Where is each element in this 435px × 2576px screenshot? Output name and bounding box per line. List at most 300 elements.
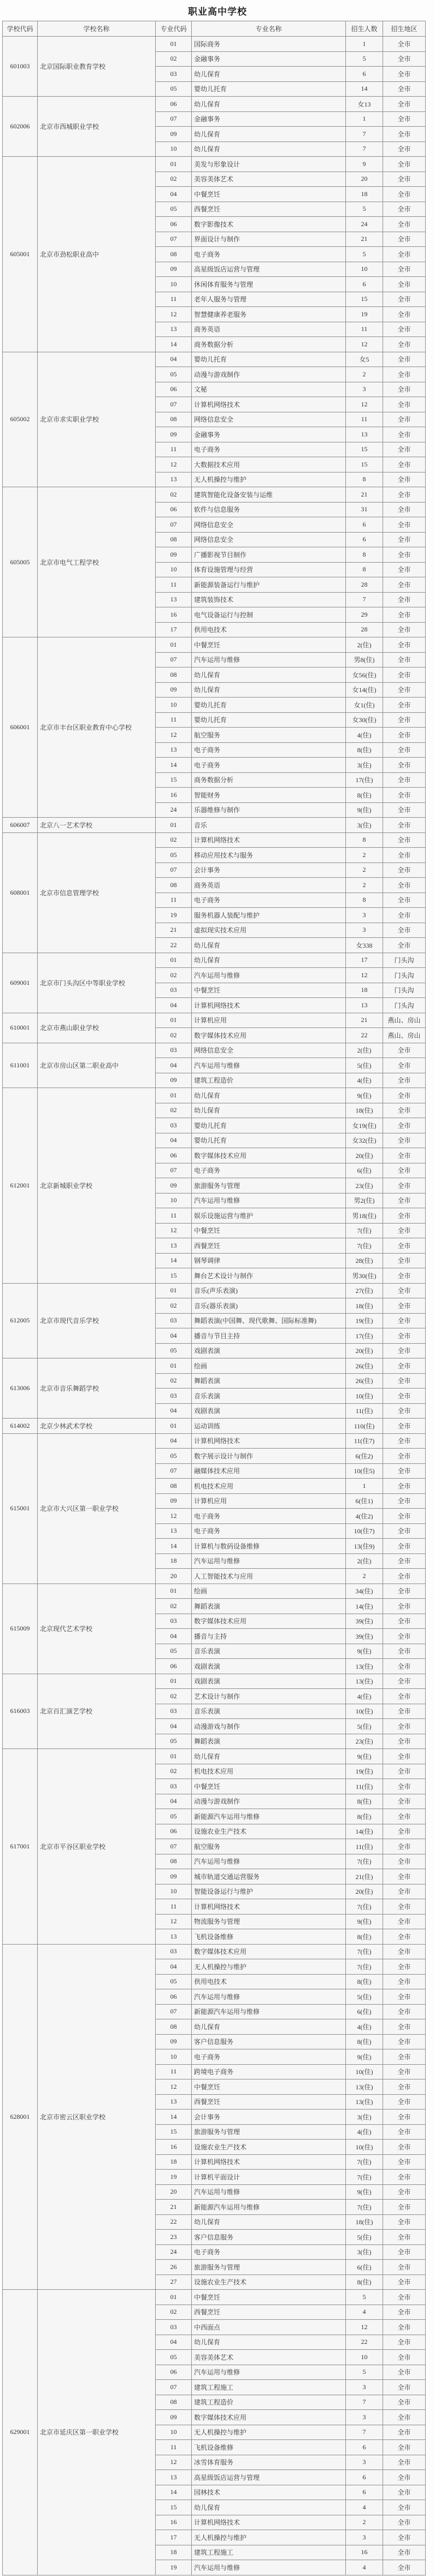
enroll-count-cell: 9(住) <box>346 1749 383 1764</box>
school-name-cell: 北京市电气工程学校 <box>38 487 156 637</box>
enroll-region-cell: 全市 <box>383 37 426 52</box>
major-code-cell: 02 <box>156 172 192 187</box>
enroll-count-cell: 9(住) <box>346 1914 383 1929</box>
school-code-cell: 612001 <box>3 1088 38 1284</box>
school-code-cell: 612005 <box>3 1283 38 1358</box>
major-name-cell: 幼儿保育 <box>192 953 346 968</box>
major-code-cell: 19 <box>156 2170 192 2185</box>
enroll-count-cell: 16 <box>346 2545 383 2560</box>
enroll-count-cell: 男2(住) <box>346 1193 383 1208</box>
enroll-region-cell: 全市 <box>383 2004 426 2019</box>
major-code-cell: 11 <box>156 292 192 307</box>
major-row <box>3 1749 426 1764</box>
major-name-cell: 西餐烹饪 <box>192 202 346 217</box>
major-name-cell: 艺术设计与制作 <box>192 1689 346 1704</box>
major-row <box>3 953 426 968</box>
enroll-region-cell: 全市 <box>383 2184 426 2200</box>
major-name-cell: 金融事务 <box>192 51 346 67</box>
major-code-cell: 05 <box>156 202 192 217</box>
major-row <box>3 832 426 848</box>
enroll-count-cell: 5 <box>346 247 383 262</box>
enroll-region-cell: 全市 <box>383 322 426 337</box>
enroll-count-cell: 26(住) <box>346 1373 383 1389</box>
enroll-count-cell: 5 <box>346 202 383 217</box>
enroll-count-cell: 39(住) <box>346 1629 383 1644</box>
major-code-cell: 06 <box>156 1989 192 2005</box>
major-name-cell: 播音与节目主持 <box>192 1328 346 1344</box>
enroll-region-cell: 全市 <box>383 938 426 953</box>
major-code-cell: 03 <box>156 1704 192 1719</box>
major-name-cell: 建筑工程施工 <box>192 2380 346 2395</box>
major-code-cell: 01 <box>156 37 192 52</box>
major-name-cell: 美容美体艺术 <box>192 2350 346 2365</box>
major-name-cell: 智能财务 <box>192 788 346 803</box>
major-name-cell: 娱乐设施运营与维护 <box>192 1208 346 1224</box>
enroll-count-cell: 14(住) <box>346 1599 383 1614</box>
major-code-cell: 01 <box>156 1674 192 1689</box>
school-code-cell: 606001 <box>3 637 38 818</box>
enroll-region-cell: 全市 <box>383 893 426 908</box>
enroll-region-cell: 全市 <box>383 1403 426 1419</box>
enroll-count-cell: 20(住) <box>346 1343 383 1358</box>
enroll-count-cell: 13(住) <box>346 2079 383 2095</box>
enroll-region-cell: 全市 <box>383 1824 426 1839</box>
enroll-region-cell: 全市 <box>383 157 426 172</box>
major-code-cell: 05 <box>156 1343 192 1358</box>
enroll-region-cell: 全市 <box>383 1809 426 1824</box>
major-name-cell: 老年人服务与管理 <box>192 292 346 307</box>
enroll-region-cell: 全市 <box>383 2410 426 2425</box>
major-row <box>3 1944 426 1959</box>
major-name-cell: 中西面点 <box>192 2320 346 2335</box>
major-code-cell: 13 <box>156 472 192 487</box>
major-row <box>3 97 426 112</box>
major-code-cell: 22 <box>156 938 192 953</box>
enroll-count-cell: 3 <box>346 2530 383 2545</box>
major-row <box>3 2290 426 2305</box>
enroll-count-cell: 7 <box>346 2395 383 2410</box>
school-name-cell: 北京市现代音乐学校 <box>38 1283 156 1358</box>
enroll-count-cell: 2 <box>346 367 383 382</box>
enroll-region-cell: 全市 <box>383 1043 426 1058</box>
enroll-count-cell: 7 <box>346 141 383 157</box>
major-name-cell: 幼儿保育 <box>192 127 346 142</box>
enroll-region-cell: 全市 <box>383 1869 426 1884</box>
enroll-region-cell: 全市 <box>383 1073 426 1088</box>
enroll-count-cell: 110(住) <box>346 1419 383 1434</box>
enroll-count-cell: 女56(住) <box>346 667 383 683</box>
major-row <box>3 1013 426 1028</box>
major-code-cell: 11 <box>156 1899 192 1915</box>
enroll-count-cell: 女5 <box>346 352 383 367</box>
enroll-count-cell: 4(住) <box>346 1689 383 1704</box>
major-code-cell: 09 <box>156 2034 192 2049</box>
major-name-cell: 美容美体艺术 <box>192 172 346 187</box>
enroll-region-cell: 全市 <box>383 1493 426 1509</box>
enroll-region-cell: 全市 <box>383 2049 426 2065</box>
enroll-count-cell: 男8(住) <box>346 652 383 667</box>
major-code-cell: 11 <box>156 2440 192 2455</box>
enroll-count-cell: 3 <box>346 2455 383 2470</box>
major-code-cell: 05 <box>156 367 192 382</box>
enroll-region-cell: 全市 <box>383 2365 426 2380</box>
enroll-count-cell: 5(住) <box>346 1719 383 1734</box>
major-name-cell: 旅游服务与管理 <box>192 1178 346 1194</box>
major-name-cell: 广播影视节目制作 <box>192 547 346 563</box>
major-code-cell: 13 <box>156 1523 192 1539</box>
enroll-count-cell: 6 <box>346 532 383 547</box>
major-name-cell: 计算机平面设计 <box>192 2170 346 2185</box>
major-code-cell: 10 <box>156 1884 192 1899</box>
major-code-cell: 09 <box>156 1073 192 1088</box>
major-name-cell: 舞蹈表演(中国舞、现代歌舞、国际标准舞) <box>192 1313 346 1328</box>
enroll-region-cell: 全市 <box>383 2170 426 2185</box>
major-row <box>3 157 426 172</box>
major-code-cell: 07 <box>156 2004 192 2019</box>
enroll-count-cell: 女1(住) <box>346 698 383 713</box>
enroll-count-cell: 2 <box>346 1569 383 1584</box>
enroll-region-cell: 全市 <box>383 2019 426 2035</box>
major-code-cell: 15 <box>156 772 192 788</box>
major-code-cell: 08 <box>156 532 192 547</box>
major-name-cell: 音乐(器乐表演) <box>192 1298 346 1314</box>
major-name-cell: 幼儿保育 <box>192 67 346 82</box>
enroll-region-cell: 全市 <box>383 1884 426 1899</box>
major-code-cell: 05 <box>156 1809 192 1824</box>
major-code-cell: 14 <box>156 758 192 773</box>
major-row <box>3 1674 426 1689</box>
major-name-cell: 幼儿保育 <box>192 141 346 157</box>
major-code-cell: 10 <box>156 141 192 157</box>
enroll-region-cell: 全市 <box>383 442 426 457</box>
enroll-count-cell: 7 <box>346 127 383 142</box>
major-name-cell: 无人机操控与维护 <box>192 2425 346 2440</box>
major-code-cell: 08 <box>156 1479 192 1494</box>
major-code-cell: 13 <box>156 2094 192 2110</box>
major-name-cell: 运动训练 <box>192 1419 346 1434</box>
major-name-cell: 动漫与游戏制作 <box>192 367 346 382</box>
major-code-cell: 09 <box>156 427 192 442</box>
enroll-count-cell: 5 <box>346 2290 383 2305</box>
enroll-region-cell: 全市 <box>383 2455 426 2470</box>
major-code-cell: 13 <box>156 1238 192 1254</box>
major-name-cell: 物流服务与管理 <box>192 1914 346 1929</box>
enroll-count-cell: 6(住2) <box>346 1449 383 1464</box>
major-code-cell: 12 <box>156 2455 192 2470</box>
major-name-cell: 商务数据分析 <box>192 772 346 788</box>
major-name-cell: 电子商务 <box>192 1523 346 1539</box>
major-name-cell: 计算机应用 <box>192 1493 346 1509</box>
major-name-cell: 音乐(声乐表演) <box>192 1283 346 1298</box>
major-name-cell: 汽车运用与维修 <box>192 2365 346 2380</box>
enroll-count-cell: 2 <box>346 878 383 893</box>
major-name-cell: 商务英语 <box>192 878 346 893</box>
major-code-cell: 04 <box>156 1433 192 1449</box>
major-name-cell: 国际商务 <box>192 37 346 52</box>
major-name-cell: 新能源汽车运用与维修 <box>192 1809 346 1824</box>
enroll-count-cell: 6(住) <box>346 1163 383 1178</box>
major-name-cell: 音乐表演 <box>192 1644 346 1659</box>
major-code-cell: 10 <box>156 2425 192 2440</box>
major-code-cell: 14 <box>156 337 192 352</box>
major-code-cell: 02 <box>156 1373 192 1389</box>
major-code-cell: 07 <box>156 1463 192 1479</box>
enroll-region-cell: 全市 <box>383 2440 426 2455</box>
enroll-count-cell: 18 <box>346 983 383 998</box>
major-name-cell: 幼儿保育 <box>192 1749 346 1764</box>
major-name-cell: 软件与信息服务 <box>192 502 346 517</box>
enroll-region-cell: 全市 <box>383 2064 426 2079</box>
major-code-cell: 03 <box>156 67 192 82</box>
enroll-region-cell: 门头沟 <box>383 983 426 998</box>
major-name-cell: 数字媒体技术应用 <box>192 1148 346 1163</box>
major-name-cell: 幼儿保育 <box>192 667 346 683</box>
school-name-cell: 北京市西城职业学校 <box>38 97 156 157</box>
enroll-region-cell: 全市 <box>383 2244 426 2260</box>
major-code-cell: 01 <box>156 953 192 968</box>
major-code-cell: 08 <box>156 2019 192 2035</box>
enroll-count-cell: 14 <box>346 81 383 97</box>
enroll-count-cell: 6 <box>346 2440 383 2455</box>
major-name-cell: 婴幼儿托育 <box>192 81 346 97</box>
enroll-count-cell: 4(住2) <box>346 1509 383 1524</box>
major-name-cell: 建筑工程造价 <box>192 1073 346 1088</box>
enroll-count-cell: 15 <box>346 292 383 307</box>
enroll-count-cell: 7(住) <box>346 2154 383 2170</box>
major-name-cell: 西餐烹饪 <box>192 2094 346 2110</box>
major-name-cell: 电子商务 <box>192 893 346 908</box>
enroll-count-cell: 3(住) <box>346 2244 383 2260</box>
enroll-region-cell: 全市 <box>383 1644 426 1659</box>
major-name-cell: 航空服务 <box>192 1839 346 1854</box>
enroll-region-cell: 全市 <box>383 367 426 382</box>
enroll-region-cell: 全市 <box>383 1914 426 1929</box>
school-code-cell: 616003 <box>3 1674 38 1749</box>
major-code-cell: 03 <box>156 1389 192 1404</box>
major-code-cell: 22 <box>156 2214 192 2230</box>
major-code-cell: 15 <box>156 1268 192 1284</box>
major-name-cell: 电子商务 <box>192 1509 346 1524</box>
enroll-region-cell: 全市 <box>383 772 426 788</box>
school-name-cell: 北京市丰台区职业教育中心学校 <box>38 637 156 818</box>
enroll-region-cell: 全市 <box>383 1899 426 1915</box>
major-code-cell: 09 <box>156 547 192 563</box>
school-name-cell: 北京市求实职业学校 <box>38 352 156 487</box>
school-name-cell: 北京少林武术学校 <box>38 1419 156 1434</box>
major-name-cell: 绘画 <box>192 1358 346 1374</box>
enroll-count-cell: 10(住) <box>346 2140 383 2155</box>
enroll-region-cell: 全市 <box>383 1854 426 1869</box>
school-code-cell: 609001 <box>3 953 38 1013</box>
enroll-count-cell: 9(住) <box>346 2049 383 2065</box>
enroll-region-cell: 全市 <box>383 1058 426 1073</box>
major-code-cell: 03 <box>156 1614 192 1629</box>
enroll-count-cell: 6 <box>346 277 383 292</box>
major-code-cell: 10 <box>156 1193 192 1208</box>
enroll-count-cell: 7(住) <box>346 2170 383 2185</box>
enroll-count-cell: 2(住) <box>346 637 383 653</box>
enroll-region-cell: 全市 <box>383 1509 426 1524</box>
major-code-cell: 08 <box>156 412 192 427</box>
major-code-cell: 07 <box>156 232 192 247</box>
enroll-region-cell: 全市 <box>383 172 426 187</box>
major-code-cell: 16 <box>156 607 192 623</box>
major-name-cell: 数字媒体技术应用 <box>192 2410 346 2425</box>
enroll-count-cell: 4(住) <box>346 2019 383 2035</box>
enroll-region-cell: 全市 <box>383 2094 426 2110</box>
major-name-cell: 电子商务 <box>192 742 346 758</box>
major-name-cell: 幼儿保育 <box>192 2335 346 2350</box>
enroll-count-cell: 8 <box>346 472 383 487</box>
enroll-region-cell: 全市 <box>383 1734 426 1749</box>
major-name-cell: 文秘 <box>192 382 346 397</box>
major-name-cell: 舞蹈表演 <box>192 1599 346 1614</box>
enroll-region-cell: 全市 <box>383 1208 426 1224</box>
major-name-cell: 新能源汽车运用与维修 <box>192 2200 346 2215</box>
major-code-cell: 02 <box>156 1689 192 1704</box>
major-code-cell: 04 <box>156 1794 192 1809</box>
column-header: 专业代码 <box>156 21 192 37</box>
enroll-count-cell: 19(住) <box>346 1313 383 1328</box>
major-code-cell: 05 <box>156 1449 192 1464</box>
major-name-cell: 客户信息服务 <box>192 2230 346 2245</box>
enroll-count-cell: 7(住) <box>346 1854 383 1869</box>
major-code-cell: 09 <box>156 1493 192 1509</box>
enroll-count-cell: 10(住) <box>346 1704 383 1719</box>
enroll-count-cell: 7(住) <box>346 1899 383 1915</box>
major-code-cell: 01 <box>156 1419 192 1434</box>
major-name-cell: 客户信息服务 <box>192 2034 346 2049</box>
enroll-region-cell: 全市 <box>383 1553 426 1569</box>
enroll-region-cell: 全市 <box>383 547 426 563</box>
major-code-cell: 07 <box>156 1163 192 1178</box>
major-code-cell: 19 <box>156 2560 192 2575</box>
major-code-cell: 04 <box>156 998 192 1013</box>
enroll-count-cell: 13(住) <box>346 1659 383 1674</box>
major-name-cell: 飞机设备维修 <box>192 2440 346 2455</box>
major-name-cell: 电气设备运行与控制 <box>192 607 346 623</box>
enroll-count-cell: 22 <box>346 2335 383 2350</box>
major-code-cell: 16 <box>156 2140 192 2155</box>
enroll-count-cell: 7(住) <box>346 1238 383 1254</box>
major-code-cell: 04 <box>156 352 192 367</box>
enroll-count-cell: 3 <box>346 2380 383 2395</box>
major-name-cell: 汽车运用与维修 <box>192 1989 346 2005</box>
major-name-cell: 幼儿保育 <box>192 682 346 698</box>
major-name-cell: 西餐烹饪 <box>192 2305 346 2320</box>
enroll-region-cell: 全市 <box>383 818 426 833</box>
enroll-count-cell: 15 <box>346 442 383 457</box>
major-name-cell: 智能设备运行与维护 <box>192 1884 346 1899</box>
major-name-cell: 舞台艺术设计与制作 <box>192 1268 346 1284</box>
major-name-cell: 旅游服务与管理 <box>192 2260 346 2275</box>
major-name-cell: 数字影像技术 <box>192 217 346 232</box>
enroll-region-cell: 全市 <box>383 728 426 743</box>
enroll-region-cell: 全市 <box>383 742 426 758</box>
enroll-region-cell: 全市 <box>383 2079 426 2095</box>
enroll-count-cell: 男30(住) <box>346 1268 383 1284</box>
enroll-region-cell: 全市 <box>383 637 426 653</box>
enroll-count-cell: 28(住) <box>346 1253 383 1268</box>
school-code-cell: 605005 <box>3 487 38 637</box>
enroll-count-cell: 20 <box>346 172 383 187</box>
school-code-cell: 601003 <box>3 37 38 97</box>
enroll-region-cell: 全市 <box>383 908 426 923</box>
enroll-region-cell: 全市 <box>383 202 426 217</box>
enroll-count-cell: 18(住) <box>346 2214 383 2230</box>
enroll-count-cell: 5 <box>346 2365 383 2380</box>
major-name-cell: 音乐 <box>192 818 346 833</box>
major-code-cell: 11 <box>156 577 192 593</box>
enroll-count-cell: 7(住) <box>346 1944 383 1959</box>
enroll-region-cell: 全市 <box>383 577 426 593</box>
major-name-cell: 机电技术应用 <box>192 1479 346 1494</box>
major-code-cell: 12 <box>156 307 192 322</box>
major-code-cell: 05 <box>156 848 192 863</box>
enroll-region-cell: 全市 <box>383 1659 426 1674</box>
enroll-count-cell: 17(住) <box>346 1328 383 1344</box>
school-code-cell: 613006 <box>3 1358 38 1419</box>
major-row <box>3 1043 426 1058</box>
enroll-count-cell: 2(住) <box>346 1553 383 1569</box>
major-code-cell: 04 <box>156 1959 192 1975</box>
enroll-count-cell: 11(住) <box>346 1403 383 1419</box>
school-name-cell: 北京百汇演艺学校 <box>38 1674 156 1749</box>
column-header: 学校代码 <box>3 21 38 37</box>
enroll-region-cell: 全市 <box>383 667 426 683</box>
enroll-region-cell: 全市 <box>383 1794 426 1809</box>
enroll-region-cell: 全市 <box>383 427 426 442</box>
enroll-region-cell: 全市 <box>383 2260 426 2275</box>
major-code-cell: 06 <box>156 2365 192 2380</box>
school-code-cell: 602006 <box>3 97 38 157</box>
major-name-cell: 中餐烹饪 <box>192 1223 346 1238</box>
major-code-cell: 02 <box>156 1103 192 1118</box>
enroll-count-cell: 6 <box>346 67 383 82</box>
major-code-cell: 18 <box>156 2545 192 2560</box>
major-row <box>3 37 426 52</box>
major-code-cell: 02 <box>156 2305 192 2320</box>
enroll-count-cell: 11(住) <box>346 1779 383 1794</box>
major-name-cell: 网络信息安全 <box>192 1043 346 1058</box>
enroll-region-cell: 全市 <box>383 67 426 82</box>
major-name-cell: 网络信息安全 <box>192 412 346 427</box>
major-code-cell: 09 <box>156 2410 192 2425</box>
enroll-count-cell: 2 <box>346 848 383 863</box>
enroll-region-cell: 全市 <box>383 878 426 893</box>
major-code-cell: 04 <box>156 1328 192 1344</box>
enroll-region-cell: 全市 <box>383 2290 426 2305</box>
major-code-cell: 02 <box>156 1028 192 1043</box>
school-name-cell: 北京市房山区第二职业高中 <box>38 1043 156 1088</box>
enroll-count-cell: 女19(住) <box>346 1118 383 1133</box>
enroll-region-cell: 全市 <box>383 2110 426 2125</box>
major-code-cell: 12 <box>156 1223 192 1238</box>
major-name-cell: 建筑工程施工 <box>192 2545 346 2560</box>
enroll-region-cell: 全市 <box>383 1704 426 1719</box>
enroll-region-cell: 全市 <box>383 1839 426 1854</box>
enroll-count-cell: 6 <box>346 2470 383 2485</box>
major-name-cell: 电子商务 <box>192 758 346 773</box>
enroll-count-cell: 6(住) <box>346 2260 383 2275</box>
enroll-region-cell: 全市 <box>383 517 426 533</box>
enroll-count-cell: 13(住) <box>346 1674 383 1689</box>
enroll-region-cell: 全市 <box>383 788 426 803</box>
major-name-cell: 融媒体技术应用 <box>192 1463 346 1479</box>
enroll-region-cell: 全市 <box>383 532 426 547</box>
enroll-region-cell: 全市 <box>383 2214 426 2230</box>
enroll-count-cell: 23(住) <box>346 1734 383 1749</box>
